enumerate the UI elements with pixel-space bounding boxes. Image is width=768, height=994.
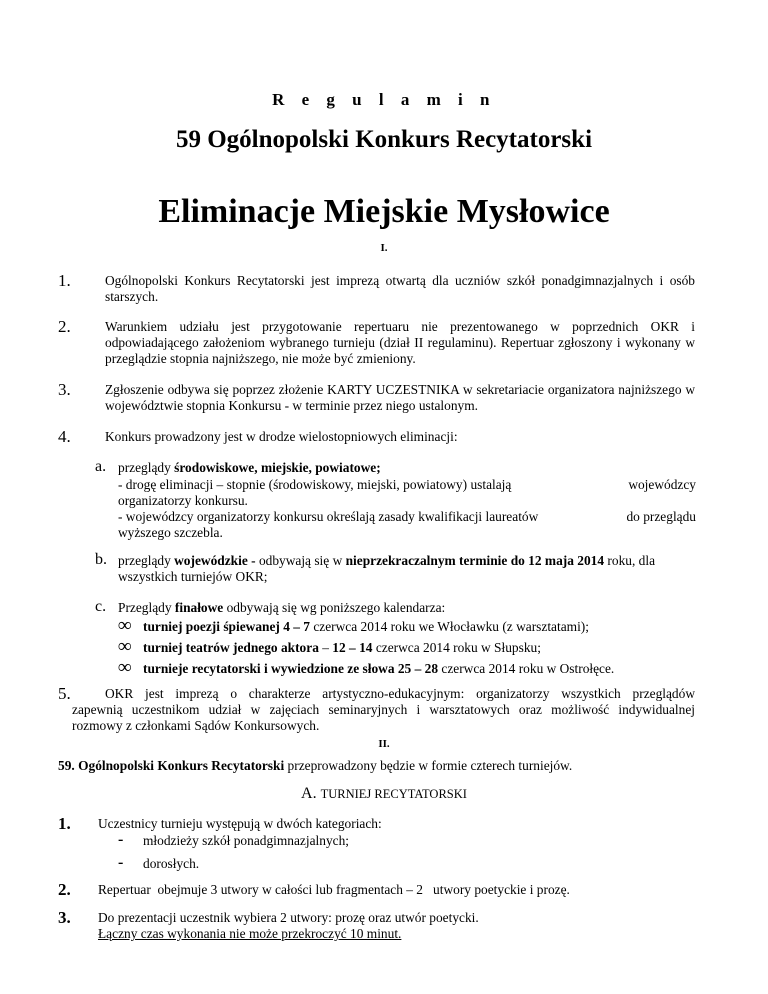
- category-item: dorosłych.: [143, 856, 200, 871]
- contest-title: 59 Ogólnopolski Konkurs Recytatorski: [175, 126, 593, 153]
- sub-letter: c.: [95, 598, 107, 615]
- section-numeral-1: I.: [380, 242, 388, 254]
- item-text: OKR jest imprezą o charakterze artystyczno-edukacyjnym: organizatorzy wszystkich przeglądów: [105, 686, 695, 701]
- main-title: Eliminacje Miejskie Mysłowice: [158, 193, 610, 230]
- item-number: 5.: [58, 684, 71, 703]
- time-limit-note: Łączny czas wykonania nie może przekroczyć 10 minut.: [98, 926, 402, 941]
- sub-c-text: Przeglądy finałowe odbywają się wg poniższego kalendarza:: [118, 600, 446, 615]
- final-list-item: turniej poezji śpiewanej 4 – 7 czerwca 2014 roku we Włocławku (z warsztatami);: [143, 619, 589, 634]
- spaced-title: R e g u l a m i n: [272, 90, 496, 109]
- sub-b-line: wszystkich turniejów OKR;: [118, 569, 268, 584]
- item-text: Uczestnicy turnieju występują w dwóch kategoriach:: [98, 816, 382, 831]
- sub-a-line: - drogę eliminacji – stopnie (środowiskowy, miejski, powiatowy) ustalają wojewódzcy: [118, 477, 696, 492]
- item-number: 1.: [58, 271, 71, 290]
- sub-b-text: przeglądy wojewódzkie - odbywają się w nieprzekraczalnym terminie do 12 maja 2014 roku, dla: [118, 553, 656, 568]
- sub-a-line: wyższego szczebla.: [118, 525, 223, 540]
- item-text: Do prezentacji uczestnik wybiera 2 utwory: prozę oraz utwór poetycki.: [98, 910, 479, 925]
- sub-letter: a.: [95, 458, 107, 475]
- final-list-item: turniej teatrów jednego aktora – 12 – 14 czerwca 2014 roku w Słupsku;: [143, 640, 541, 655]
- section-2-intro: 59. Ogólnopolski Konkurs Recytatorski przeprowadzony będzie w formie czterech turniejów.: [58, 758, 573, 773]
- sub-a-line: organizatorzy konkursu.: [118, 493, 248, 508]
- sub-a-line: - wojewódzcy organizatorzy konkursu określają zasady kwalifikacji laureatów do przeglądu: [118, 509, 696, 524]
- item-text: zapewnią uczestnikom udział w zajęciach seminaryjnych i warsztatowych oraz możliwość indywidualnej: [72, 702, 695, 717]
- tournament-heading: A. TURNIEJ RECYTATORSKI: [301, 785, 467, 802]
- dash-bullet-icon: -: [118, 854, 124, 871]
- dash-bullet-icon: -: [118, 831, 124, 848]
- item-text: Ogólnopolski Konkurs Recytatorski jest imprezą otwartą dla uczniów szkół ponadgimnazjalnych i osób starszych.: [105, 273, 695, 304]
- item-number: 3.: [58, 908, 71, 927]
- infinity-bullet-icon: ∞: [118, 636, 132, 657]
- item-number: 2.: [58, 317, 71, 336]
- item-number: 1.: [58, 814, 71, 833]
- category-item: młodzieży szkół ponadgimnazjalnych;: [143, 833, 350, 848]
- sub-letter: b.: [95, 551, 107, 568]
- item-number: 2.: [58, 880, 71, 899]
- item-text: Repertuar obejmuje 3 utwory w całości lub fragmentach – 2 utwory poetyckie i prozę.: [98, 882, 570, 897]
- sub-a-heading: przeglądy środowiskowe, miejskie, powiatowe;: [118, 460, 381, 475]
- infinity-bullet-icon: ∞: [118, 615, 132, 636]
- item-text: Konkurs prowadzony jest w drodze wielostopniowych eliminacji:: [105, 429, 458, 444]
- item-number: 4.: [58, 427, 71, 446]
- final-list-item: turnieje recytatorski i wywiedzione ze słowa 25 – 28 czerwca 2014 roku w Ostrołęce.: [143, 661, 615, 676]
- item-text: rozmowy z członkami Sądów Konkursowych.: [72, 718, 320, 733]
- infinity-bullet-icon: ∞: [118, 657, 132, 678]
- item-number: 3.: [58, 380, 71, 399]
- section-numeral-2: II.: [378, 738, 390, 750]
- item-text: Zgłoszenie odbywa się poprzez złożenie KARTY UCZESTNIKA w sekretariacie organizatora najniższego w województwie stopnia Konkursu - w terminie przez niego ustalonym.: [105, 382, 695, 413]
- item-text: Warunkiem udziału jest przygotowanie repertuaru nie prezentowanego w poprzednich OKR i odpowiadającego założeniom wybranego turnieju (dział II regulaminu). Repertuar zgłoszony i wykonany w przeglądzie stopnia najniższego, nie może być zmieniony.: [105, 319, 695, 366]
